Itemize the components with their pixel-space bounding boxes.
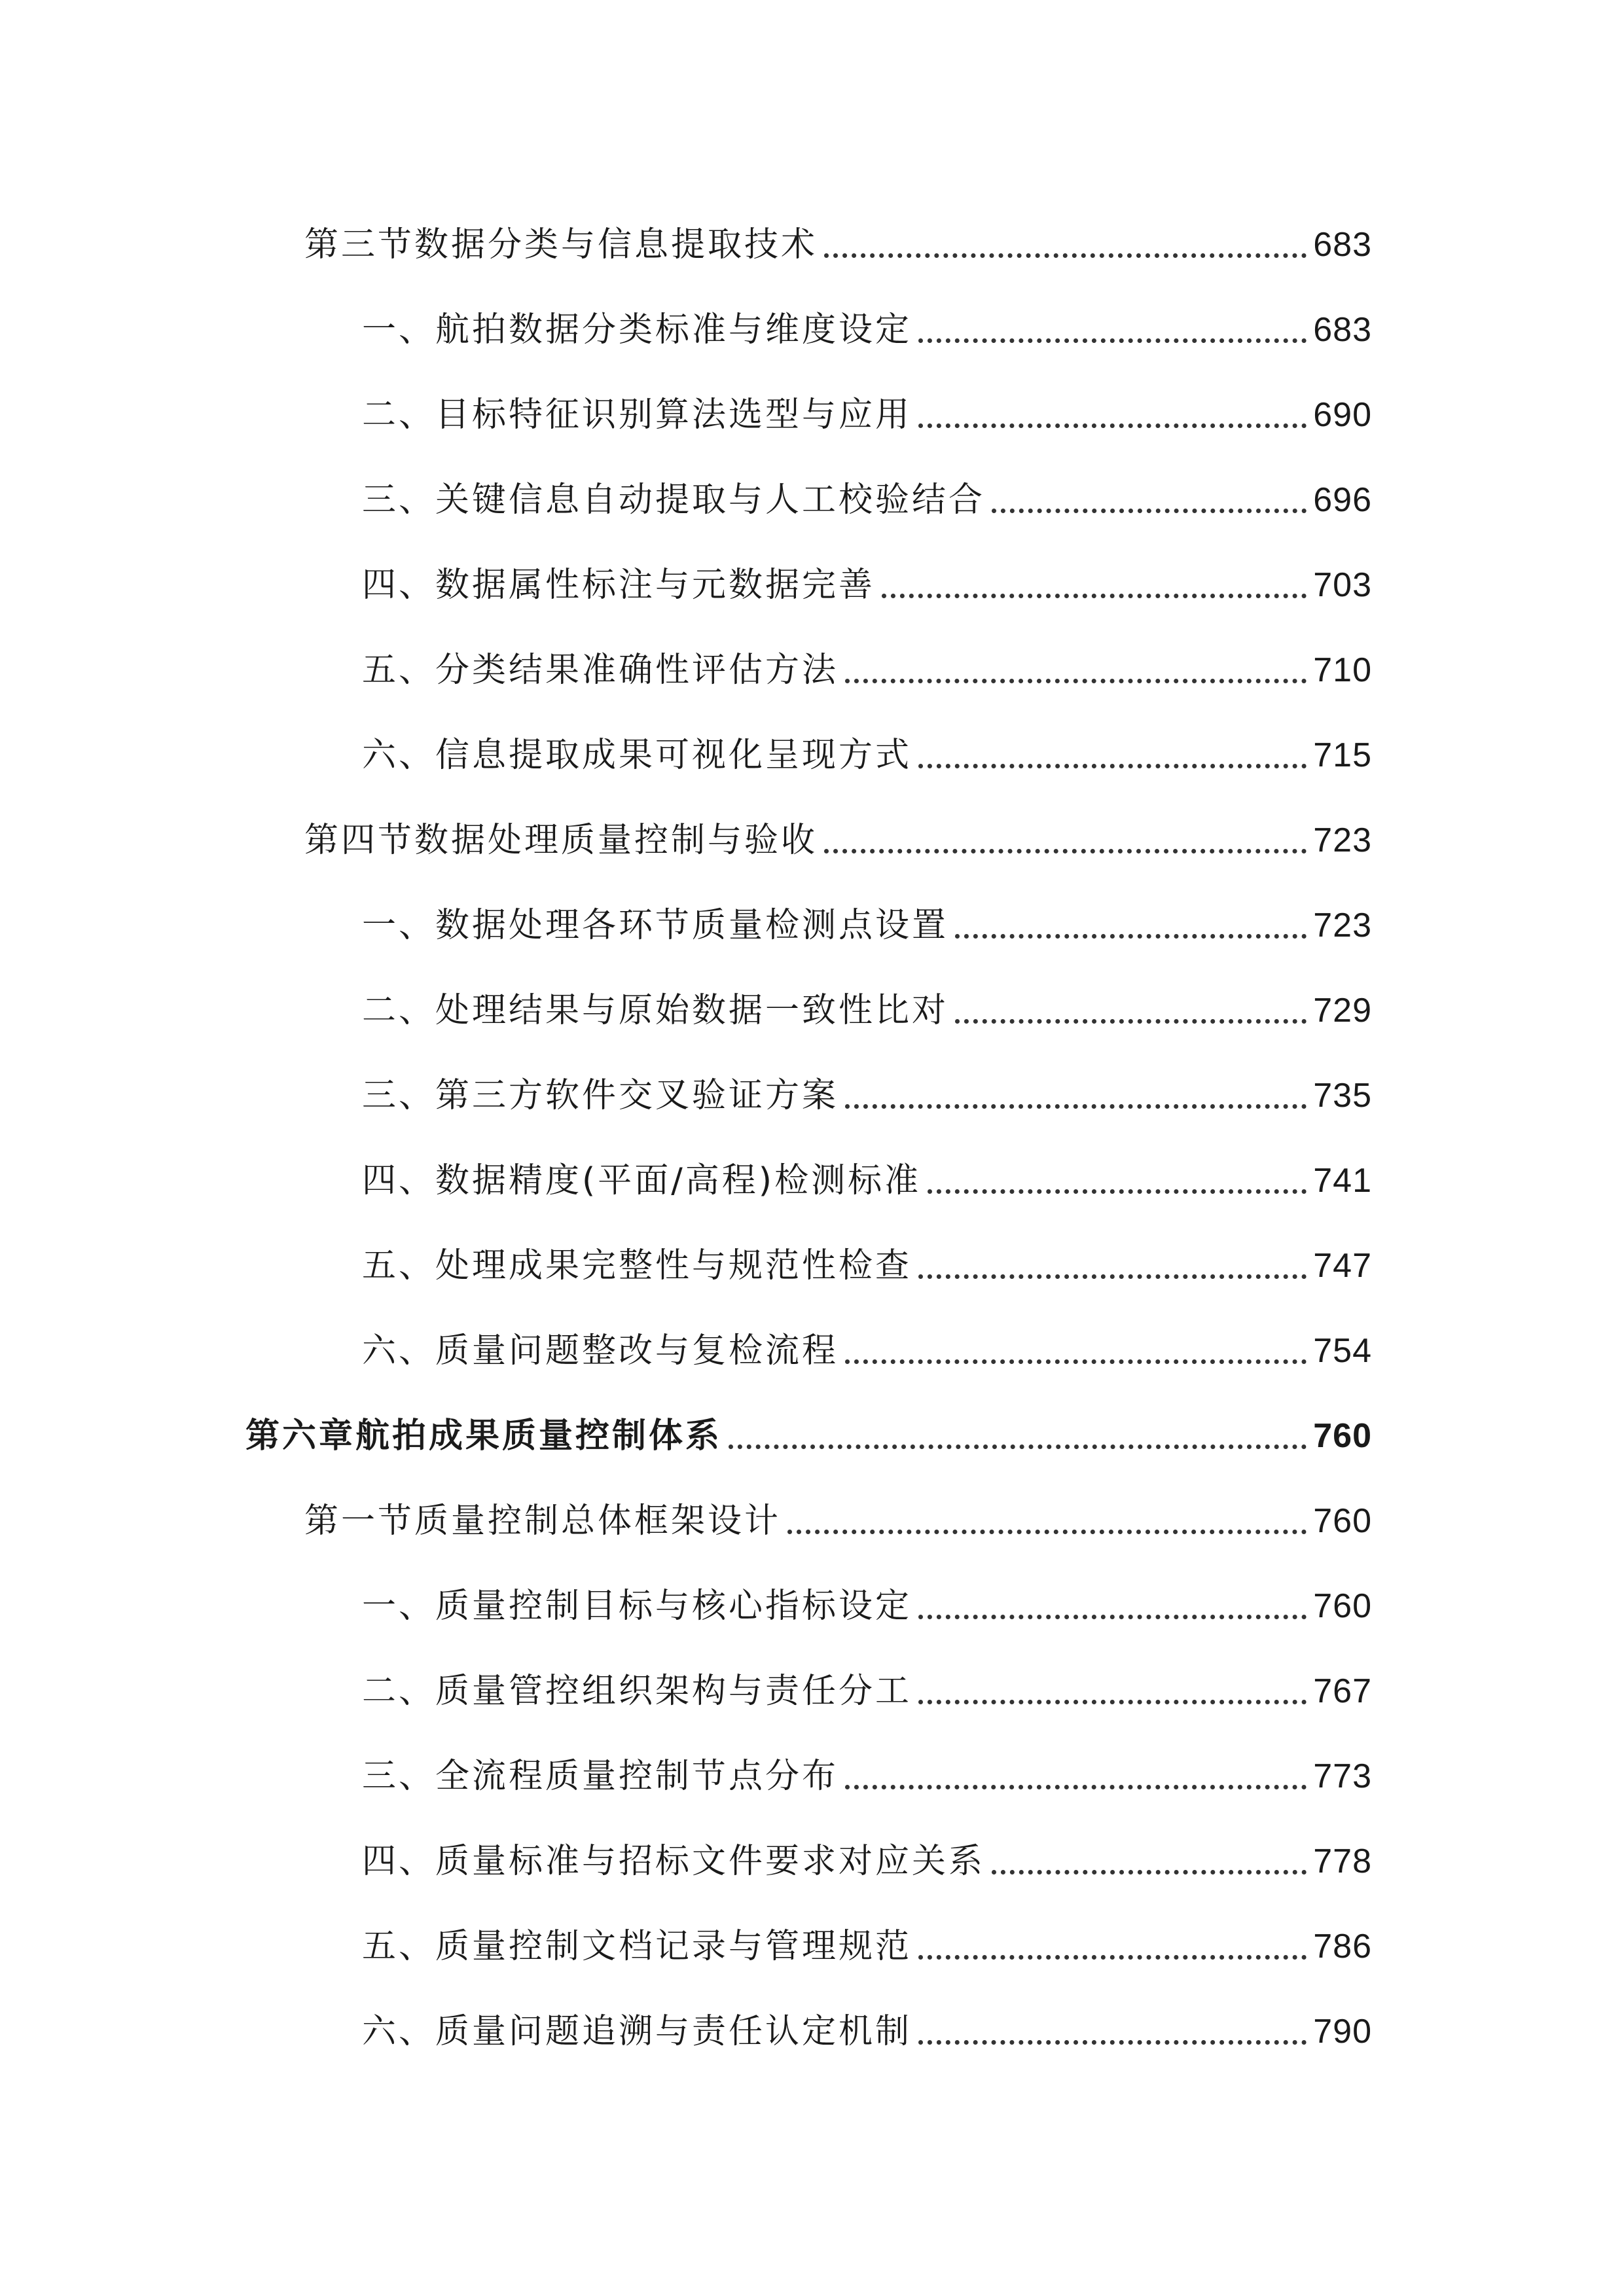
toc-entry[interactable] <box>362 1826 1372 1881</box>
toc-entry-page: 683 <box>1313 226 1372 264</box>
dot-leader <box>824 849 1307 853</box>
dot-leader <box>992 1870 1307 1874</box>
dot-leader <box>882 594 1307 598</box>
toc-entry[interactable] <box>362 635 1372 690</box>
toc-entry[interactable] <box>362 1145 1372 1198</box>
toc-entry-title: 五、质量控制文档记录与管理规范 <box>362 1927 912 1966</box>
toc-entry-page: 710 <box>1313 651 1372 689</box>
toc-entry-page: 790 <box>1313 2013 1372 2051</box>
toc-entry[interactable] <box>362 890 1372 945</box>
toc-entry-title: 四、数据属性标注与元数据完善 <box>362 565 876 605</box>
toc-entry-title: 六、质量问题追溯与责任认定机制 <box>362 2012 912 2051</box>
toc-entry-title: 四、数据精度(平面/高程)检测标准 <box>362 1161 922 1200</box>
dot-leader <box>918 1700 1307 1704</box>
dot-leader <box>845 1359 1307 1364</box>
toc-entry-page: 729 <box>1313 992 1372 1030</box>
toc-entry-title: 第三节数据分类与信息提取技术 <box>304 225 818 264</box>
toc-entry[interactable] <box>362 550 1372 605</box>
toc-entry[interactable] <box>362 1996 1372 2049</box>
toc-entry[interactable] <box>362 1571 1372 1626</box>
toc-entry-title: 三、第三方软件交叉验证方案 <box>362 1076 839 1115</box>
dot-leader <box>918 1274 1307 1279</box>
toc-entry[interactable] <box>362 1060 1372 1113</box>
toc-entry-page: 767 <box>1313 1672 1372 1710</box>
dot-leader <box>918 423 1307 428</box>
toc-entry-page: 786 <box>1313 1928 1372 1965</box>
toc-entry-title: 二、质量管控组织架构与责任分工 <box>362 1672 912 1711</box>
toc-entry-title: 一、航拍数据分类标准与维度设定 <box>362 310 912 350</box>
toc-entry-title: 六、质量问题整改与复检流程 <box>362 1331 839 1371</box>
toc-entry-page: 760 <box>1313 1417 1372 1455</box>
toc-entry-title: 第六章航拍成果质量控制体系 <box>245 1416 723 1456</box>
dot-leader <box>918 1955 1307 1960</box>
toc-entry-title: 三、全流程质量控制节点分布 <box>362 1757 839 1796</box>
toc-entry[interactable] <box>362 1316 1372 1371</box>
dot-leader <box>918 2040 1307 2045</box>
toc-entry[interactable] <box>304 209 1372 262</box>
dot-leader <box>918 1615 1307 1619</box>
dot-leader <box>918 338 1307 343</box>
dot-leader <box>824 253 1307 258</box>
dot-leader <box>928 1189 1307 1194</box>
toc-entry-title: 三、关键信息自动提取与人工校验结合 <box>362 480 986 520</box>
dot-leader <box>955 1019 1307 1024</box>
toc-entry[interactable] <box>362 1656 1372 1711</box>
toc-entry-page: 723 <box>1313 906 1372 944</box>
dot-leader <box>955 934 1307 939</box>
dot-leader <box>918 764 1307 768</box>
toc-entry-page: 760 <box>1313 1587 1372 1625</box>
toc-entry-title: 第四节数据处理质量控制与验收 <box>304 821 818 860</box>
toc-entry-title: 一、质量控制目标与核心指标设定 <box>362 1587 912 1626</box>
toc-entry[interactable] <box>362 465 1372 520</box>
toc-entry[interactable] <box>362 720 1372 775</box>
dot-leader <box>845 1785 1307 1789</box>
dot-leader <box>992 509 1307 513</box>
dot-leader <box>845 679 1307 683</box>
toc-entry[interactable] <box>362 975 1372 1028</box>
dot-leader <box>787 1530 1307 1534</box>
toc-entry-chapter[interactable] <box>245 1401 1372 1456</box>
toc-entry-title: 一、数据处理各环节质量检测点设置 <box>362 906 949 945</box>
toc-entry-page: 741 <box>1313 1162 1372 1200</box>
toc-entry-page: 683 <box>1313 311 1372 349</box>
toc-entry[interactable] <box>362 295 1372 350</box>
toc-entry-page: 696 <box>1313 481 1372 519</box>
toc-entry-page: 703 <box>1313 566 1372 604</box>
toc-entry-title: 二、目标特征识别算法选型与应用 <box>362 395 912 435</box>
toc-entry-title: 四、质量标准与招标文件要求对应关系 <box>362 1842 986 1881</box>
toc-entry-page: 773 <box>1313 1757 1372 1795</box>
toc-entry-title: 第一节质量控制总体框架设计 <box>304 1501 782 1541</box>
toc-entry[interactable] <box>362 380 1372 435</box>
toc-entry[interactable] <box>362 1741 1372 1796</box>
toc-entry[interactable] <box>304 1486 1372 1541</box>
dot-leader <box>729 1444 1307 1449</box>
toc-entry-title: 五、分类结果准确性评估方法 <box>362 651 839 690</box>
toc-entry[interactable] <box>362 1230 1372 1283</box>
toc-entry-page: 723 <box>1313 821 1372 859</box>
toc-entry[interactable] <box>362 1911 1372 1964</box>
toc-entry-title: 二、处理结果与原始数据一致性比对 <box>362 991 949 1030</box>
toc-entry-page: 747 <box>1313 1247 1372 1285</box>
toc-entry-page: 760 <box>1313 1502 1372 1540</box>
toc-entry-page: 715 <box>1313 736 1372 774</box>
toc-entry-title: 六、信息提取成果可视化呈现方式 <box>362 736 912 775</box>
dot-leader <box>845 1104 1307 1109</box>
toc-entry-title: 五、处理成果完整性与规范性检查 <box>362 1246 912 1285</box>
toc-entry-page: 778 <box>1313 1842 1372 1880</box>
toc-entry-page: 754 <box>1313 1332 1372 1370</box>
toc-entry[interactable] <box>304 805 1372 860</box>
toc-entry-page: 735 <box>1313 1077 1372 1115</box>
toc-entry-page: 690 <box>1313 396 1372 434</box>
